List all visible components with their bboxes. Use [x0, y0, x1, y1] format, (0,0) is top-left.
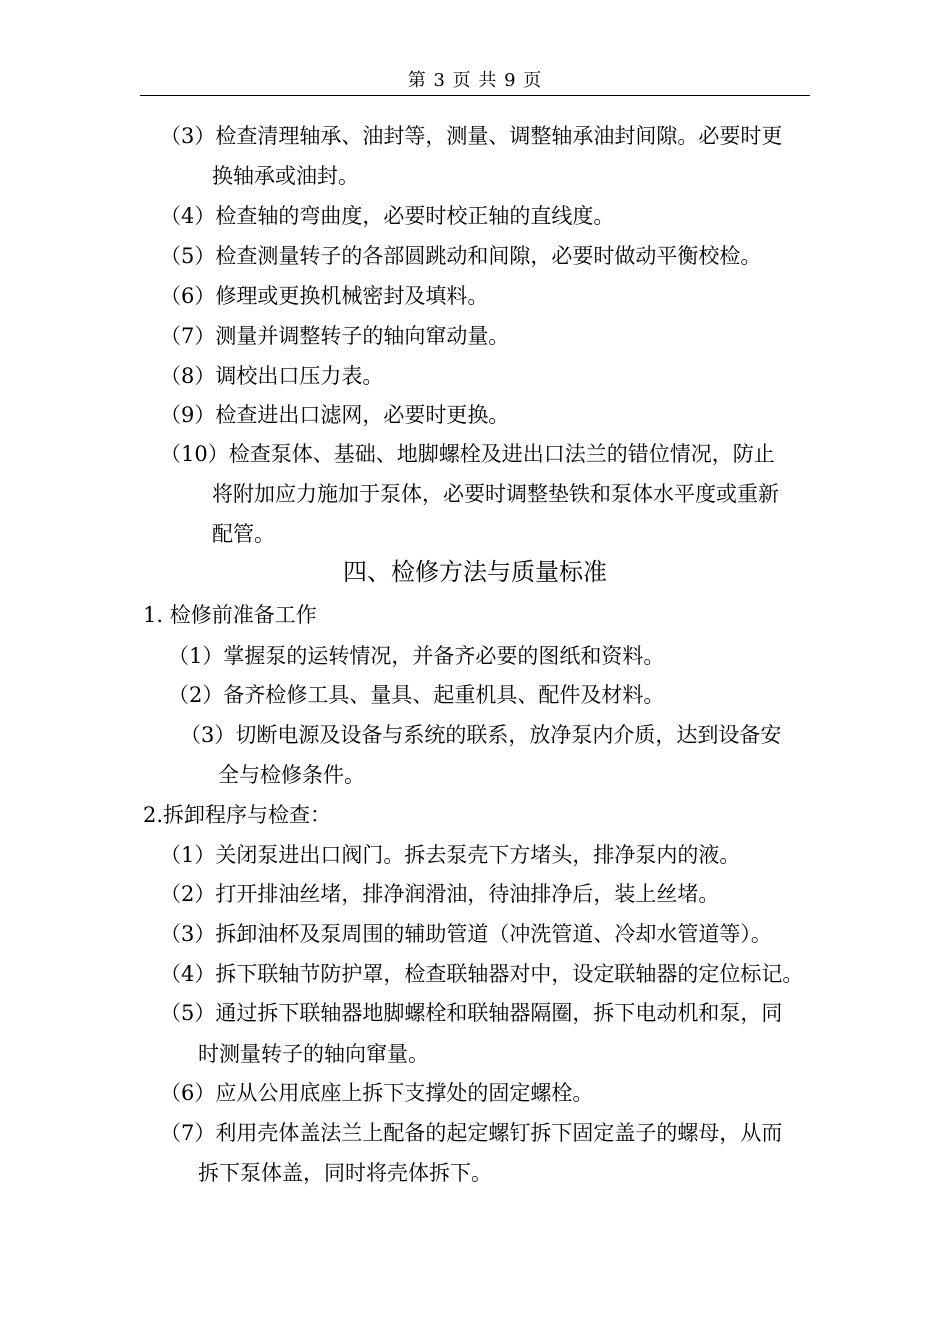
list-item: （10）检查泵体、基础、地脚螺栓及进出口法兰的错位情况，防止 — [160, 442, 775, 466]
list-item-continuation: 配管。 — [212, 522, 275, 546]
subsection-title: 1. 检修前准备工作 — [143, 603, 317, 627]
list-item-continuation: 将附加应力施加于泵体，必要时调整垫铁和泵体水平度或重新 — [212, 482, 779, 506]
list-item: （3）拆卸油杯及泵周围的辅助管道（冲洗管道、冷却水管道等）。 — [160, 922, 772, 946]
list-item: （1）掌握泵的运转情况，并备齐必要的图纸和资料。 — [168, 644, 665, 668]
list-item-continuation: 拆下泵体盖，同时将壳体拆下。 — [198, 1161, 492, 1185]
list-item: （4）拆下联轴节防护罩，检查联轴器对中，设定联轴器的定位标记。 — [160, 962, 804, 986]
list-item: （9）检查进出口滤网，必要时更换。 — [160, 403, 510, 427]
list-item-continuation: 换轴承或油封。 — [212, 164, 359, 188]
list-item-continuation: 全与检修条件。 — [218, 763, 365, 787]
section-heading: 四、检修方法与质量标准 — [343, 558, 607, 586]
list-item: （6）修理或更换机械密封及填料。 — [160, 284, 489, 308]
subsection-title: 2.拆卸程序与检查： — [143, 803, 332, 827]
list-item: （2）打开排油丝堵，排净润滑油，待油排净后，装上丝堵。 — [160, 882, 720, 906]
list-item: （5）检查测量转子的各部圆跳动和间隙，必要时做动平衡校检。 — [160, 244, 762, 268]
list-item: （4）检查轴的弯曲度，必要时校正轴的直线度。 — [160, 204, 615, 228]
list-item: （7）测量并调整转子的轴向窜动量。 — [160, 324, 510, 348]
list-item: （2）备齐检修工具、量具、起重机具、配件及材料。 — [168, 683, 665, 707]
list-item: （8）调校出口压力表。 — [160, 364, 384, 388]
list-item: （3）检查清理轴承、油封等，测量、调整轴承油封间隙。必要时更 — [160, 124, 783, 148]
page-number-header: 第 3 页 共 9 页 — [407, 70, 543, 91]
list-item: （6）应从公用底座上拆下支撑处的固定螺栓。 — [160, 1081, 594, 1105]
header-divider — [140, 95, 810, 96]
list-item-continuation: 时测量转子的轴向窜量。 — [198, 1042, 429, 1066]
list-item: （1）关闭泵进出口阀门。拆去泵壳下方堵头，排净泵内的液。 — [160, 843, 741, 867]
list-item: （7）利用壳体盖法兰上配备的起定螺钉拆下固定盖子的螺母，从而 — [160, 1121, 783, 1145]
list-item: （5）通过拆下联轴器地脚螺栓和联轴器隔圈，拆下电动机和泵，同 — [160, 1001, 783, 1025]
list-item: （3）切断电源及设备与系统的联系，放净泵内介质，达到设备安 — [180, 723, 782, 747]
